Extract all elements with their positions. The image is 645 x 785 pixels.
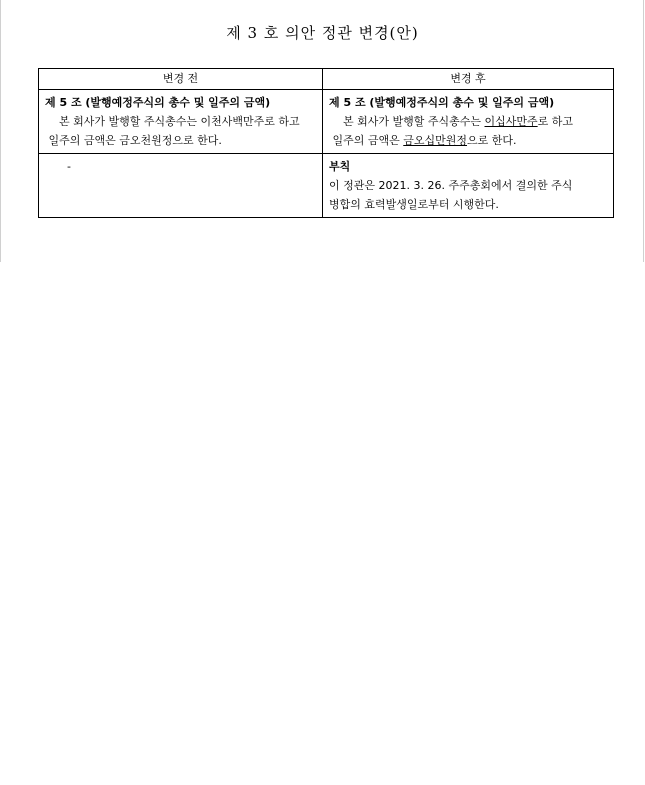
article-body-line: [45, 112, 316, 131]
article-text: 일주의 금액은: [332, 134, 404, 147]
header-after: 변경 후: [323, 69, 614, 90]
amendment-comparison-table: [38, 68, 614, 218]
article-text: 로 하고: [537, 115, 574, 128]
cell-before-article5: [39, 90, 323, 154]
article-text: 본 회사가 발행할 주식총수는 이천사백만주로 하고: [59, 115, 300, 128]
amended-share-count: 이십사만주: [484, 115, 538, 128]
article-text: 일주의 금액은 금오천원정으로 한다.: [48, 134, 222, 147]
article-text: 으로 한다.: [467, 134, 517, 147]
article-title: 제 5 조 (발행예정주식의 총수 및 일주의 금액): [329, 96, 555, 109]
amended-par-value: 금오십만원정: [403, 134, 468, 147]
addendum-heading: 부칙: [329, 160, 351, 173]
table-row: [39, 154, 614, 218]
article-body-line: [329, 112, 607, 131]
cell-after-article5: [323, 90, 614, 154]
article-body-line: [45, 131, 316, 150]
cell-after-addendum: [323, 154, 614, 218]
table-row: [39, 90, 614, 154]
cell-before-addendum: -: [39, 154, 323, 218]
header-before: 변경 전: [39, 69, 323, 90]
document-title: 제 3 호 의안 정관 변경(안): [226, 24, 419, 42]
article-text: 본 회사가 발행할 주식총수는: [343, 115, 485, 128]
article-body-line: [329, 131, 607, 150]
addendum-text: 병합의 효력발생일로부터 시행한다.: [329, 198, 499, 211]
article-title: 제 5 조 (발행예정주식의 총수 및 일주의 금액): [45, 96, 271, 109]
addendum-text: 이 정관은 2021. 3. 26. 주주총회에서 결의한 주식: [329, 179, 573, 192]
table-header-row: [39, 69, 614, 90]
